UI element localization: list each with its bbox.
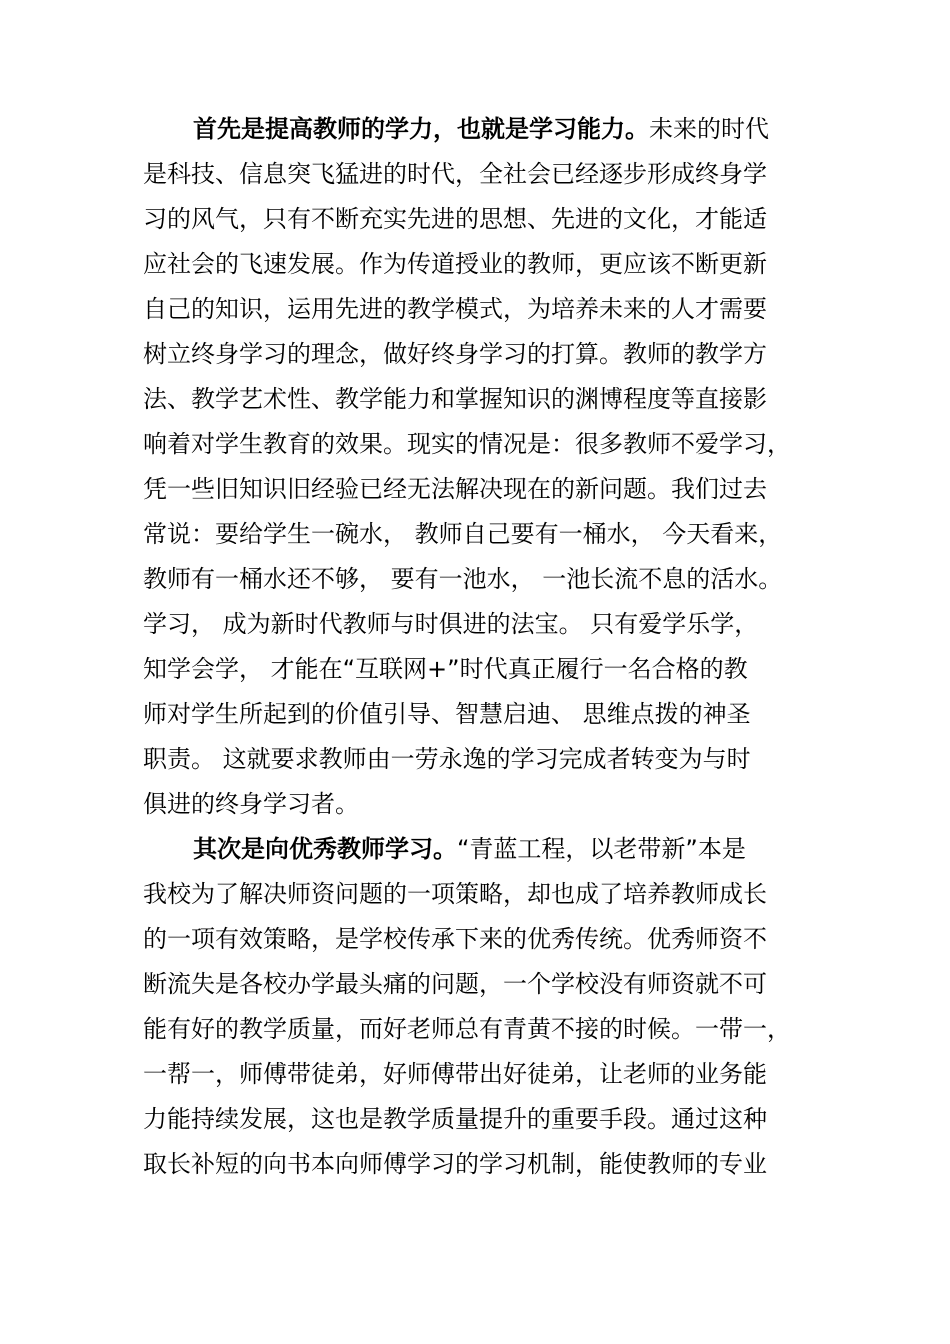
text-line [143,872,813,917]
text-line [143,377,813,422]
line-text: 教师有一桶水还不够， 要有一池水， 一池长流不息的活水。 [143,565,783,593]
text-line [143,782,813,827]
line-text: 自己的知识，运用先进的教学模式，为培养未来的人才需要 [143,295,767,323]
line-text: 凭一些旧知识旧经验已经无法解决现在的新问题。我们过去 [143,475,767,503]
line-text: 知学会学， 才能在“互联网+”时代真正履行一名合格的教 [143,655,748,683]
text-line [143,737,813,782]
line-text: 习的风气，只有不断充实先进的思想、先进的文化，才能适 [143,205,767,233]
text-line [143,242,813,287]
text-line [143,287,813,332]
line-text: 响着对学生教育的效果。现实的情况是：很多教师不爱学习， [143,430,791,458]
line-text: 一帮一，师傅带徒弟，好师傅带出好徒弟，让老师的业务能 [143,1060,767,1088]
line-text: 的一项有效策略，是学校传承下来的优秀传统。优秀师资不 [143,925,767,953]
text-line [143,332,813,377]
line-text: 职责。 这就要求教师由一劳永逸的学习完成者转变为与时 [143,745,751,773]
text-line [143,602,813,647]
text-line [143,197,813,242]
body-text [143,107,813,1187]
line-text: “青蓝工程，以老带新”本是 [457,835,746,863]
text-line [143,917,813,962]
line-text: 应社会的飞速发展。作为传道授业的教师，更应该不断更新 [143,250,767,278]
paragraph [143,107,813,827]
line-text: 未来的时代 [649,115,769,143]
line-text: 我校为了解决师资问题的一项策略，却也成了培养教师成长 [143,880,767,908]
text-line [143,692,813,737]
line-text: 取长补短的向书本向师傅学习的学习机制，能使教师的专业 [143,1150,767,1178]
line-text: 能有好的教学质量，而好老师总有青黄不接的时候。一带一， [143,1015,791,1043]
line-text: 常说：要给学生一碗水， 教师自己要有一桶水， 今天看来， [143,520,783,548]
paragraph-first-line [143,827,813,872]
bold-lead-sentence: 其次是向优秀教师学习。 [193,835,457,863]
text-line [143,467,813,512]
text-line [143,1142,813,1187]
text-line [143,512,813,557]
line-text: 俱进的终身学习者。 [143,790,359,818]
bold-lead-sentence: 首先是提高教师的学力，也就是学习能力。 [193,115,649,143]
line-text: 学习， 成为新时代教师与时俱进的法宝。 只有爱学乐学， [143,610,759,638]
line-text: 是科技、信息突飞猛进的时代，全社会已经逐步形成终身学 [143,160,767,188]
line-text: 树立终身学习的理念，做好终身学习的打算。教师的教学方 [143,340,767,368]
line-text: 断流失是各校办学最头痛的问题，一个学校没有师资就不可 [143,970,767,998]
line-text: 师对学生所起到的价值引导、智慧启迪、 思维点拨的神圣 [143,700,751,728]
text-line [143,647,813,692]
text-line [143,962,813,1007]
text-line [143,557,813,602]
line-text: 法、教学艺术性、教学能力和掌握知识的渊博程度等直接影 [143,385,767,413]
text-line [143,1007,813,1052]
text-line [143,152,813,197]
paragraph [143,827,813,1187]
text-line [143,1097,813,1142]
text-line [143,422,813,467]
line-text: 力能持续发展，这也是教学质量提升的重要手段。通过这种 [143,1105,767,1133]
paragraph-first-line [143,107,813,152]
text-line [143,1052,813,1097]
